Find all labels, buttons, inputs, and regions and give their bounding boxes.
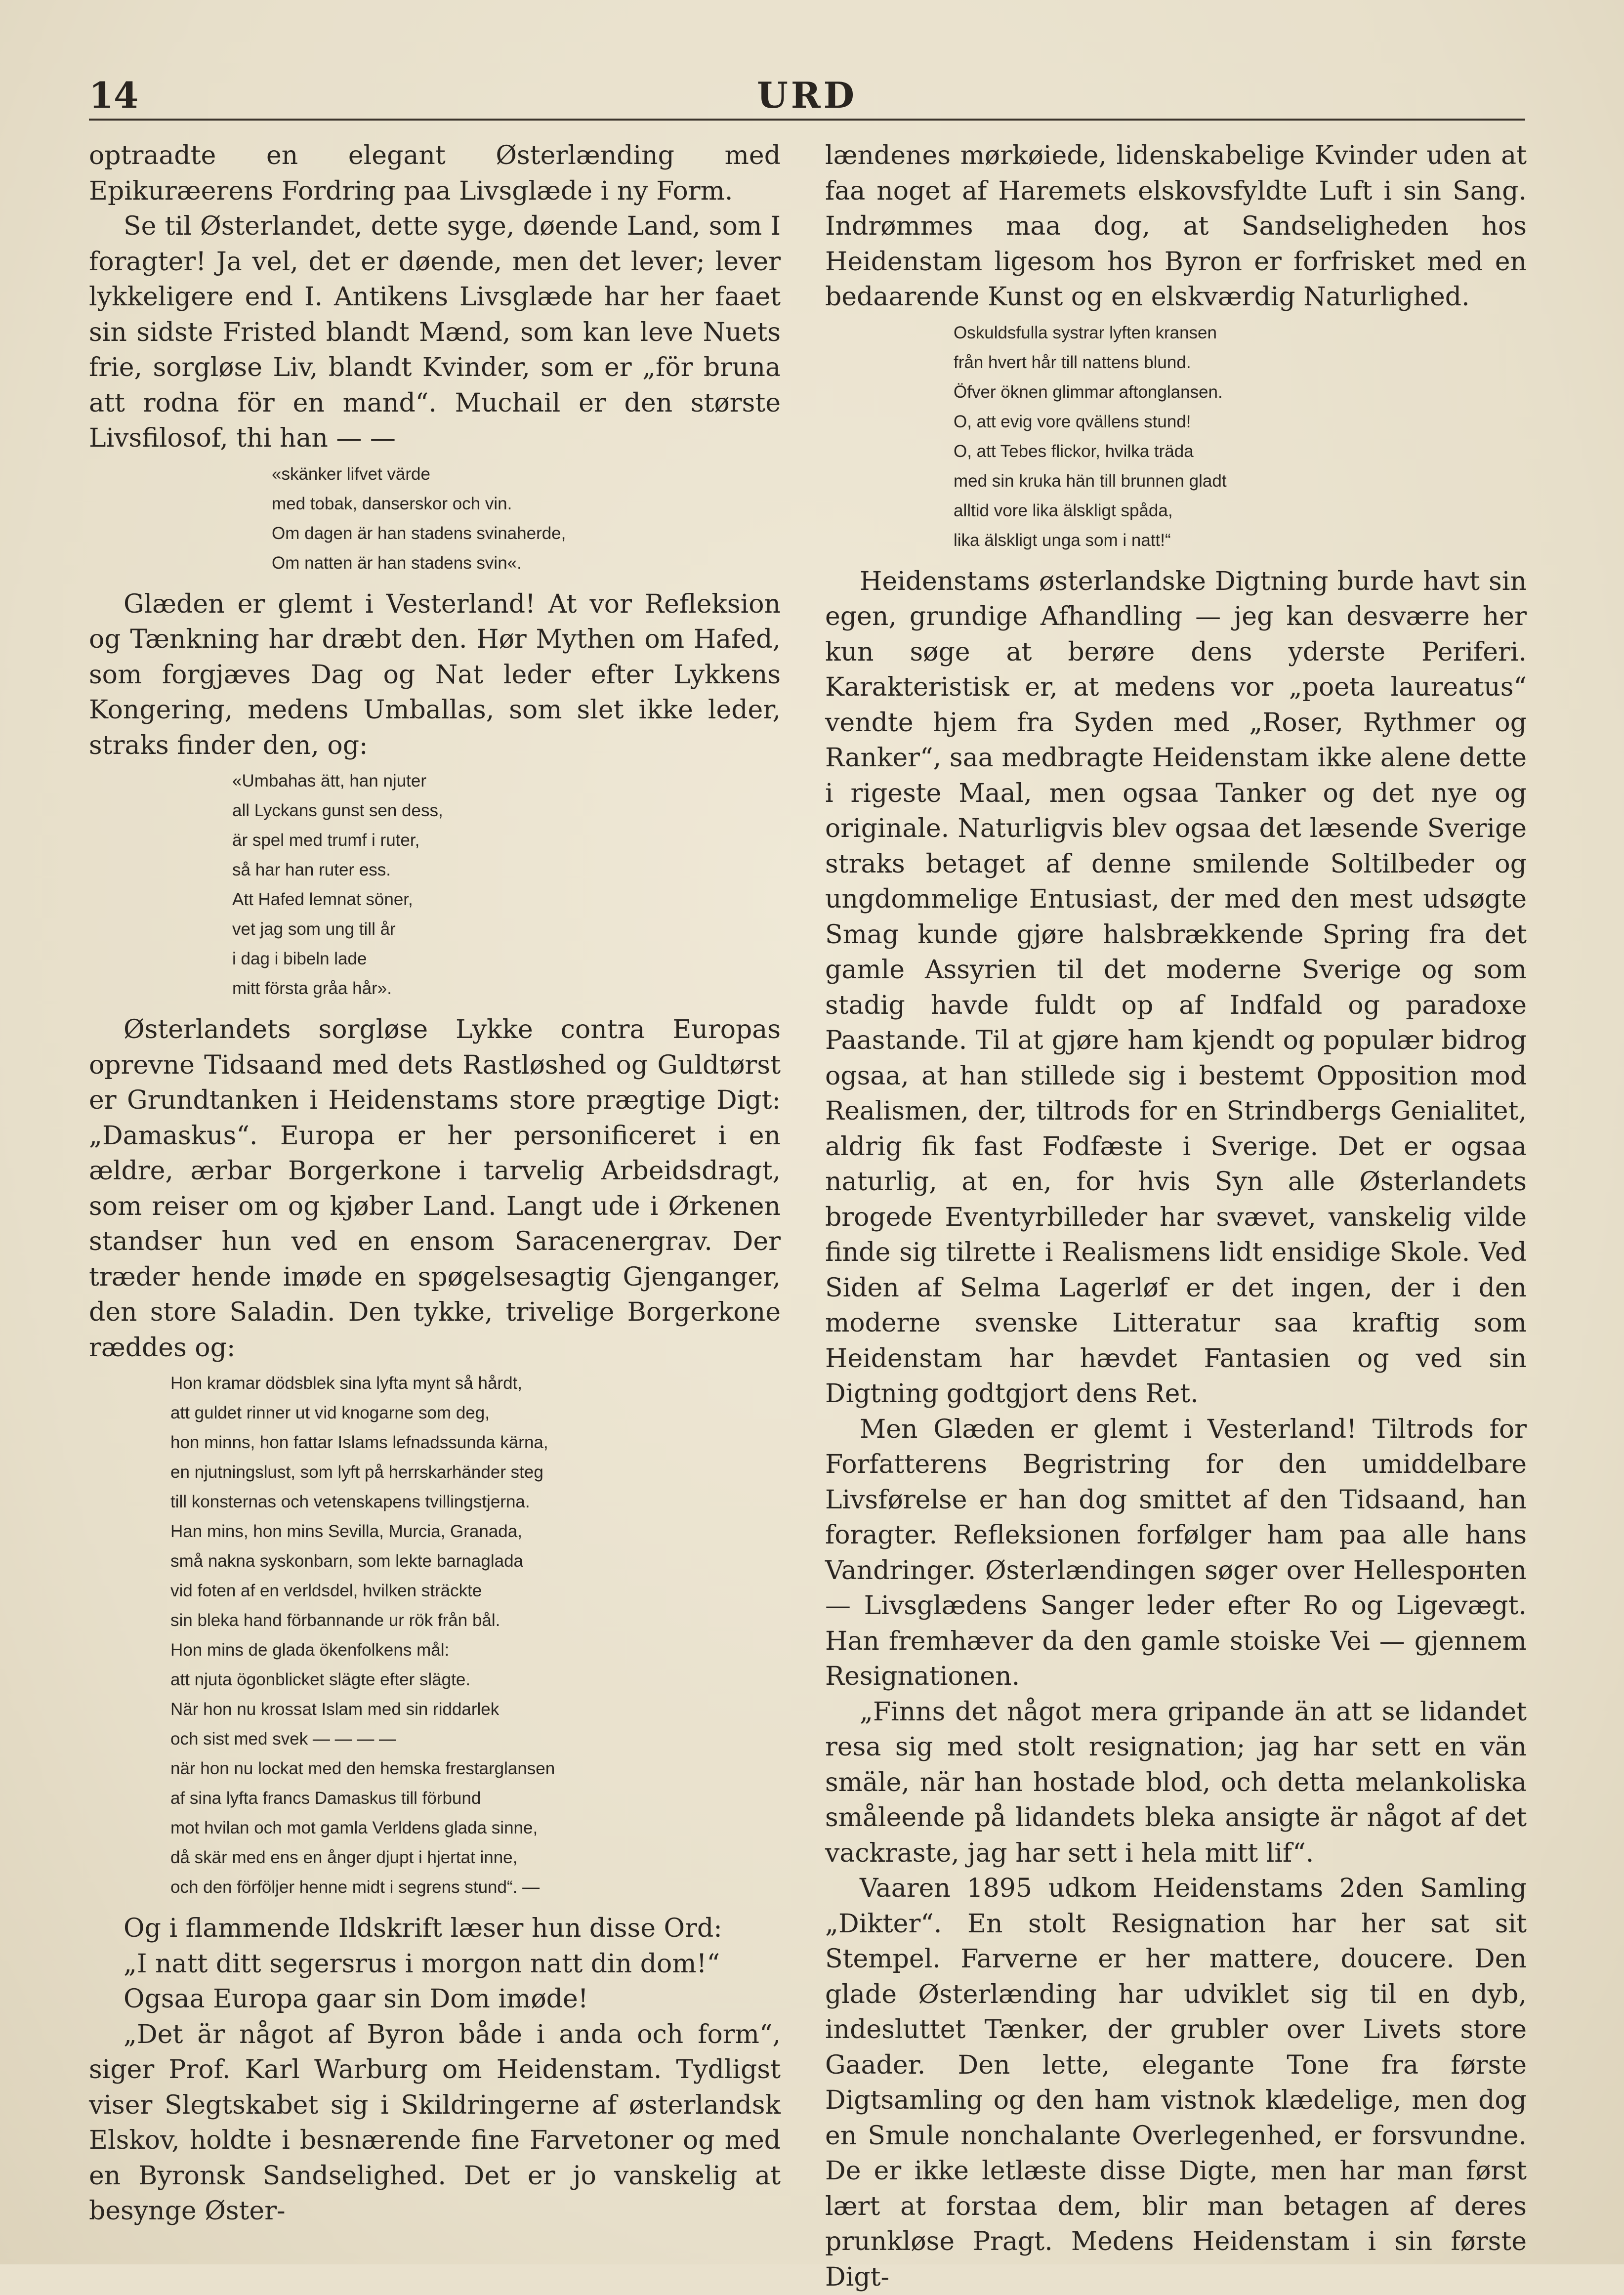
verse-line: mitt första gråa hår». [232, 979, 392, 998]
verse-line: Att Hafed lemnat söner, [232, 890, 413, 909]
verse-line: af sina lyfta francs Damaskus till förbund [170, 1789, 481, 1808]
verse-quote [89, 766, 781, 1003]
verse-line: Oskuldsfulla systrar lyften kransen [954, 323, 1217, 342]
page-number: 14 [89, 74, 139, 116]
verse-line: från hvert hår till nattens blund. [954, 352, 1191, 372]
verse-line: all Lyckans gunst sen dess, [232, 801, 443, 820]
verse-line: «Umbahas ätt, han njuter [232, 771, 427, 791]
verse-line: så har han ruter ess. [232, 860, 391, 879]
verse-line: alltid vore lika älskligt spåda, [954, 501, 1173, 520]
verse-line: och den förföljer henne midt i segrens stund“. — [170, 1878, 540, 1897]
verse-line: vid foten af en verldsdel, hvilken sträckte [170, 1581, 482, 1600]
verse-line: mot hvilan och mot gamla Verldens glada sinne, [170, 1818, 538, 1837]
verse-line: Om natten är han stadens svin«. [272, 553, 522, 573]
verse-line: När hon nu krossat Islam med sin riddarlek [170, 1700, 500, 1719]
paragraph: „Finns det något mera gripande än att se lidandet resa sig med stolt resignation; jag har sett en vän smäle, när han hostade blod, och detta melankoliska småleende på lidandets bleka ansigte är något af det vackraste, jag har sett i hela mitt lif“. [825, 1697, 1527, 1868]
verse-line: Hon kramar dödsblek sina lyfta mynt så hårdt, [170, 1374, 522, 1393]
paragraph: Østerlandets sorgløse Lykke contra Europas oprevne Tidsaand med dets Rastløshed og Guldtørst er Grundtanken i Heidenstams store prægtige Digt: „Damaskus“. Europa er her personificeret i en ældre, ærbar Borgerkone i tarvelig Arbeidsdragt, som reiser om og kjøber Land. Langt ude i Ørkenen standser hun ved en ensom Saracenergrav. Der træder hende imøde en spøgelsesagtig Gjenganger, den store Saladin. Den tykke, trivelige Borgerkone ræddes og: [89, 1015, 781, 1363]
paragraph: Vaaren 1895 udkom Heidenstams 2den Samling „Dikter“. En stolt Resignation har her sat sit Stempel. Farverne er her mattere, doucere. Den glade Østerlænding har udviklet sig til en dyb, indesluttet Tænker, der grubler over Livets store Gaader. Den lette, elegante Tone fra første Digtsamling og den ham vistnok klædelige, men dog en Smule nonchalante Overlegenhed, er forsvundne. De er ikke letlæste disse Digte, men har man først lært at forstaa dem, blir man betagen af deres prunkløse Pragt. Medens Heidenstam i sin første Digt- [825, 1874, 1527, 2292]
verse-line: Öfver öknen glimmar aftonglansen. [954, 382, 1223, 402]
verse-line: O, att Tebes flickor, hvilka träda [954, 441, 1194, 461]
verse-line: sin bleka hand förbannande ur rök från bål. [170, 1611, 500, 1630]
verse-line: Hon mins de glada ökenfolkens mål: [170, 1640, 450, 1660]
paragraph: Glæden er glemt i Vesterland! At vor Refleksion og Tænkning har dræbt den. Hør Mythen om Hafed, som forgjæves Dag og Nat leder efter Lykkens Kongering, medens Umballas, som slet ikke leder, straks finder den, og: [89, 589, 781, 760]
paragraph: Se til Østerlandet, dette syge, døende Land, som I foragter! Ja vel, det er døende, men det lever; lever lykkeligere end I. Antikens Livsglæde har her faaet sin sidste Fristed blandt Mænd, som kan leve Nuets frie, sorgløse Liv, blandt Kvinder, som er „för bruna att rodna för en mand“. Muchail er den største Livsfilosof, thi han — — [89, 211, 781, 453]
verse-line: när hon nu lockat med den hemska frestarglansen [170, 1759, 555, 1778]
verse-line: hon minns, hon fattar Islams lefnadssunda kärna, [170, 1433, 548, 1452]
verse-line: Om dagen är han stadens svinaherde, [272, 523, 566, 543]
paragraph: Og i flammende Ildskrift læser hun disse Ord: [124, 1914, 722, 1943]
verse-line: små nakna syskonbarn, som lekte barnaglada [170, 1551, 524, 1571]
verse-quote [89, 459, 781, 578]
running-title: URD [756, 74, 858, 116]
verse-line: «skänker lifvet värde [272, 464, 430, 484]
verse-line: då skär med ens en ånger djupt i hjertat inne, [170, 1848, 518, 1867]
right-column [825, 138, 1527, 2295]
verse-line: med sin kruka hän till brunnen gladt [954, 471, 1227, 491]
verse-line: en njutningslust, som lyft på herrskarhänder steg [170, 1462, 543, 1482]
verse-line: vet jag som ung till år [232, 919, 396, 939]
verse-line: med tobak, danserskor och vin. [272, 494, 512, 513]
paragraph: optraadte en elegant Østerlænding med Epikuræerens Fordring paa Livsglæde i ny Form. [89, 141, 781, 206]
verse-line: Han mins, hon mins Sevilla, Murcia, Granada, [170, 1522, 522, 1541]
left-column [89, 138, 781, 2229]
verse-line: lika älskligt unga som i natt!“ [954, 530, 1171, 550]
running-header [89, 74, 1525, 121]
verse-line: att guldet rinner ut vid knogarne som deg, [170, 1403, 490, 1422]
paragraph: „I natt ditt segersrus i morgon natt din dom!“ [124, 1949, 720, 1979]
paragraph: „Det är något af Byron både i anda och form“, siger Prof. Karl Warburg om Heidenstam. Tydligst viser Slegtskabet sig i Skildringerne af østerlandsk Elskov, holdte i besnærende fine Farvetoner og med en Byronsk Sandselighed. Det er jo vanskelig at besynge Øster- [89, 2019, 781, 2226]
verse-line: och sist med svek — — — — [170, 1729, 397, 1749]
verse-line: i dag i bibeln lade [232, 949, 367, 968]
verse-line: är spel med trumf i ruter, [232, 831, 420, 850]
verse-quote [89, 1369, 781, 1902]
paragraph: lændenes mørkøiede, lidenskabelige Kvinder uden at faa noget af Haremets elskovsfyldte Luft i sin Sang. Indrømmes maa dog, at Sandseligheden hos Heidenstam ligesom hos Byron er forfriskеt med en bedaarende Kunst og en elskværdig Naturlighed. [825, 141, 1527, 312]
paragraph: Heidenstams østerlandske Digtning burde havt sin egen, grundige Afhandling — jeg kan desværre her kun søge at berøre dens yderste Periferi. Karakteristisk er, at medens vor „poeta laureatus“ vendte hjem fra Syden med „Roser, Rythmer og Ranker“, saa medbragte Heidenstam ikke alene dette i rigeste Maal, men ogsaa Tanker og det nye og originale. Naturligvis blev ogsaa det læsende Sverige straks betaget af denne smilende Soltilbeder og ungdommelige Entusiast, der med den mest udsøgte Smag kunde gjøre halsbrækkende Spring fra det gamle Assyrien til det moderne Sverige og som stadig havde fuldt op af Indfald og paradoxe Paastande. Til at gjøre ham kjendt og populær bidrog ogsaa, at han stillede sig i bestemt Opposition mod Realismen, der, tiltrods for en Strindbergs Genialitet, aldrig fik fast Fodfæste i Sverige. Det er ogsaa naturlig, at en, for hvis Syn alle Østerlandets brogede Eventyrbilleder har svævet, vanskelig vilde finde sig tilrette i Realismens lidt ensidige Skole. Ved Siden af Selma Lagerløf er det ingen, der i den moderne svenske Litteratur saa kraftig som Heidenstam har hævdet Fantasien og ved sin Digtning godtgjort dens Ret. [825, 566, 1527, 1409]
verse-line: till konsternas och vetenskapens tvillingstjerna. [170, 1492, 530, 1511]
paragraph: Ogsaa Europa gaar sin Dom imøde! [124, 1984, 588, 2014]
verse-line: att njuta ögonblicket slägte efter slägte. [170, 1670, 471, 1689]
verse-line: O, att evig vore qvällens stund! [954, 412, 1191, 431]
paragraph: Men Glæden er glemt i Vesterland! Tiltrods for Forfatterens Begristring for den umiddelbare Livsførelse er han dog smittet af den Tidsaand, han foragter. Refleksionen forfølger ham paa alle hans Vandringer. Østerlændingen søger over Hellespонten — Livsglædens Sanger leder efter Ro og Ligevægt. Han fremhæver da den gamle stoiske Vei — gjennem Resignationen. [825, 1414, 1527, 1691]
verse-quote [825, 318, 1527, 555]
